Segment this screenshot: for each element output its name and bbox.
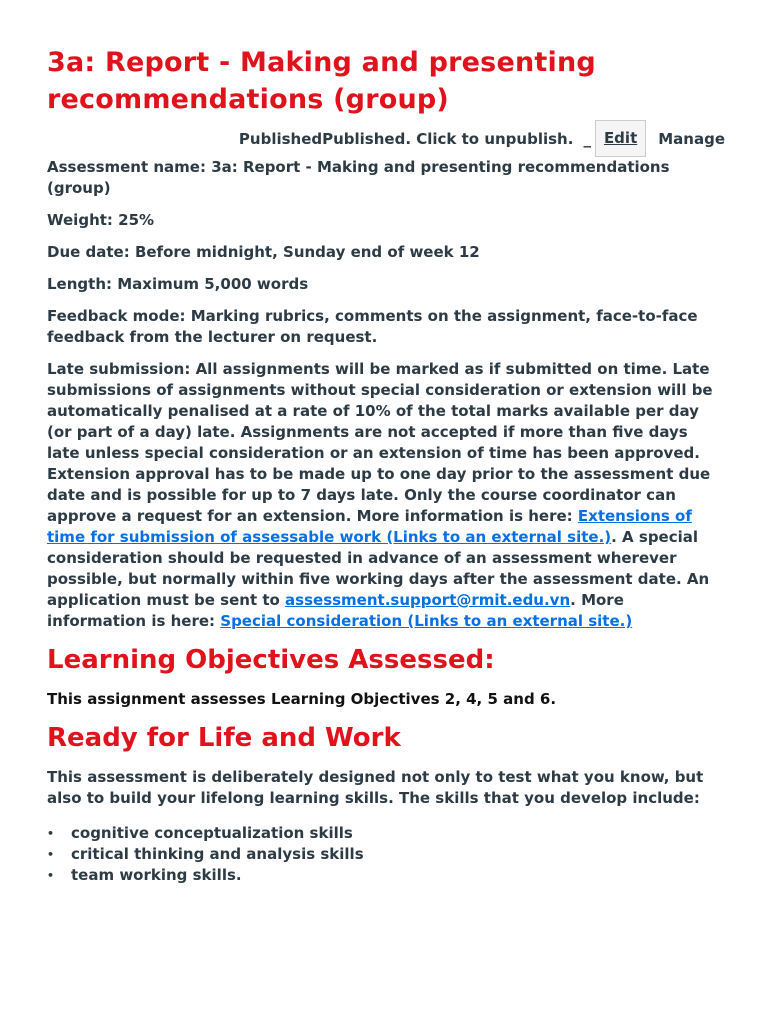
underscore-glyph: _	[583, 129, 591, 148]
assessment-support-email-link[interactable]: assessment.support@rmit.edu.vn	[285, 591, 571, 609]
bullet-icon: •	[47, 869, 55, 882]
learning-objectives-heading: Learning Objectives Assessed:	[47, 645, 495, 675]
ready-for-life-intro: This assessment is deliberately designed not only to test what you know, but also to build your lifelong learning skills. The skills that you develop include:	[47, 768, 704, 807]
late-submission-text-1: Late submission: All assignments will be marked as if submitted on time. Late submissions of assignments without special consideration or extension will be automatically penalised at a rate of 10% of the total marks available per day (or part of a day) late. Assignments are not accepted if more than five days late unless special consideration or an extension of time has been approved. Extension approval has to be made up to one day prior to the assessment due date and is possible for up to 7 days late. Only the course coordinator can approve a request for an extension. More information is here:	[47, 360, 713, 525]
ready-for-life-heading: Ready for Life and Work	[47, 723, 401, 753]
learning-objectives-text: This assignment assesses Learning Objectives 2, 4, 5 and 6.	[47, 690, 557, 708]
bullet-icon: •	[47, 848, 55, 861]
feedback-mode: Feedback mode: Marking rubrics, comments on the assignment, face-to-face feedback from the lecturer on request.	[47, 307, 698, 346]
skill-label: team working skills.	[71, 866, 242, 884]
assessment-length: Length: Maximum 5,000 words	[47, 275, 309, 293]
assessment-weight: Weight: 25%	[47, 211, 155, 229]
publish-toolbar	[47, 120, 723, 157]
skill-label: critical thinking and analysis skills	[71, 845, 364, 863]
edit-button[interactable]: Edit	[595, 120, 646, 157]
list-item	[47, 865, 723, 886]
late-submission-text-2: . A special consideration should be requested in advance of an assessment wherever possible, but normally within five working days after the assessment date. An application must be sent to	[47, 528, 710, 609]
skill-label: cognitive conceptualization skills	[71, 824, 353, 842]
extensions-link[interactable]: Extensions of time for submission of assessable work (Links to an external site.)	[47, 507, 692, 546]
assignment-description	[47, 157, 723, 886]
list-item	[47, 823, 723, 844]
skills-list	[47, 823, 723, 886]
publish-toggle[interactable]: PublishedPublished. Click to unpublish.	[238, 129, 574, 148]
assessment-name: Assessment name: 3a: Report - Making and presenting recommendations (group)	[47, 158, 670, 197]
late-submission-policy	[47, 359, 723, 632]
late-submission-text-3: . More information is here:	[47, 591, 624, 630]
assignment-page	[47, 44, 723, 886]
list-item	[47, 844, 723, 865]
manage-button[interactable]: Manage	[658, 129, 725, 148]
special-consideration-link[interactable]: Special consideration (Links to an external site.)	[220, 612, 633, 630]
assessment-due-date: Due date: Before midnight, Sunday end of week 12	[47, 243, 480, 261]
page-title: 3a: Report - Making and presenting recommendations (group)	[47, 47, 596, 115]
bullet-icon: •	[47, 827, 55, 840]
